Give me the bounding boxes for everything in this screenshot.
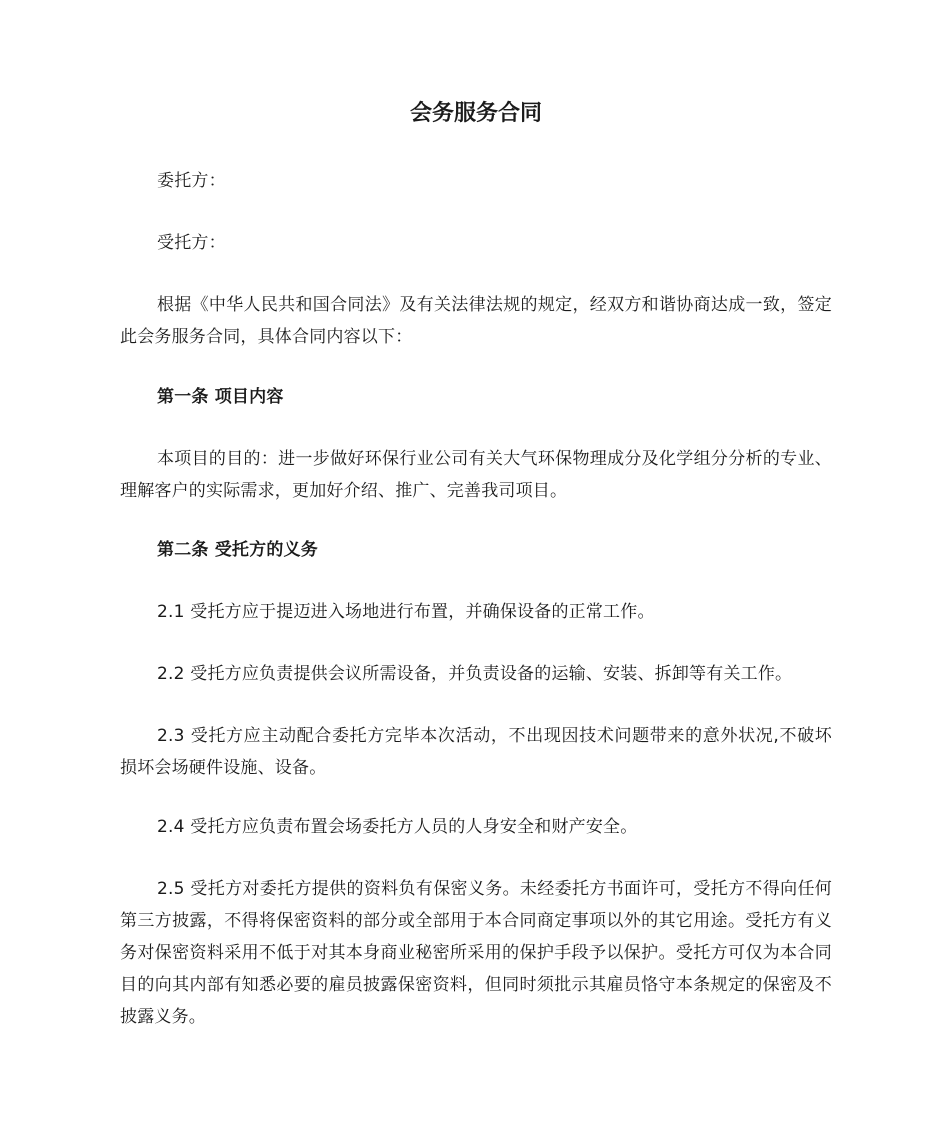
preamble-paragraph: 根据《中华人民共和国合同法》及有关法律法规的规定，经双方和谐协商达成一致，签定此会务服务合同，具体合同内容以下： — [120, 295, 832, 347]
clause-2-4: 2.4 受托方应负责布置会场委托方人员的人身安全和财产安全。 — [157, 817, 638, 837]
clause-2-5: 2.5 受托方对委托方提供的资料负有保密义务。未经委托方书面许可，受托方不得向任何第三方披露，不得将保密资料的部分或全部用于本合同商定事项以外的其它用途。受托方有义务对保密资料采用不低于对其本身商业秘密所采用的保护手段予以保护。受托方可仅为本合同目的向其内部有知悉必要的雇员披露保密资料，但同时须批示其雇员恪守本条规定的保密及不披露义务。 — [120, 879, 832, 1027]
clause-2-3: 2.3 受托方应主动配合委托方完毕本次活动，不出现因技术问题带来的意外状况,不破坏损坏会场硬件设施、设备。 — [120, 726, 832, 778]
clause-2-2: 2.2 受托方应负责提供会议所需设备，并负责设备的运输、安装、拆卸等有关工作。 — [157, 664, 793, 684]
contractor-label: 受托方： — [157, 233, 226, 253]
article-2-heading: 第二条 受托方的义务 — [157, 540, 318, 560]
article-1-body: 本项目的目的：进一步做好环保行业公司有关大气环保物理成分及化学组分分析的专业、理解客户的实际需求，更加好介绍、推广、完善我司项目。 — [120, 449, 832, 501]
article-1-heading: 第一条 项目内容 — [157, 387, 284, 407]
document-title: 会务服务合同 — [409, 101, 542, 126]
clause-2-1: 2.1 受托方应于提迈进入场地进行布置，并确保设备的正常工作。 — [157, 602, 655, 622]
client-label: 委托方： — [157, 171, 226, 191]
